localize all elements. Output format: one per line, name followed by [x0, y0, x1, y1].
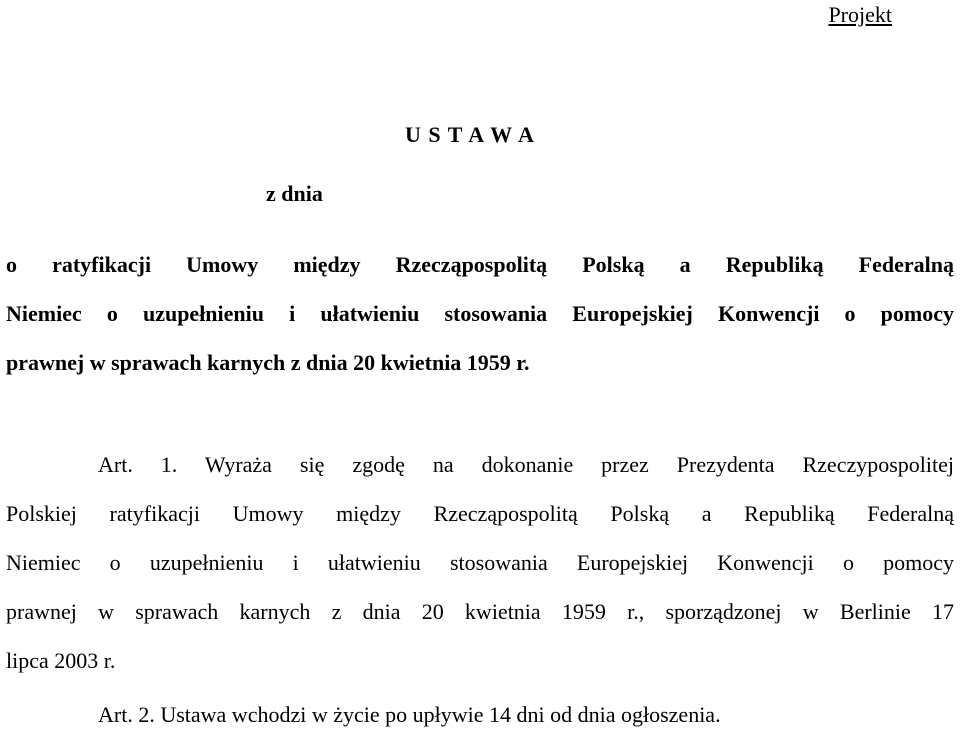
article-1-line: Niemiec o uzupełnieniu i ułatwieniu stosowania Europejskiej Konwencji o pomocy: [6, 550, 954, 575]
document-subject: [6, 240, 954, 387]
article-1-line: prawnej w sprawach karnych z dnia 20 kwietnia 1959 r., sporządzonej w Berlinie 17: [6, 599, 954, 624]
subject-line: prawnej w sprawach karnych z dnia 20 kwietnia 1959 r.: [6, 350, 530, 375]
subject-line: o ratyfikacji Umowy między Rzecząpospolitą Polską a Republiką Federalną: [6, 252, 954, 277]
document-date-line: z dnia: [266, 181, 323, 206]
article-1: [6, 440, 954, 685]
projekt-label: Projekt: [828, 2, 892, 27]
article-1-line: Art. 1. Wyraża się zgodę na dokonanie przez Prezydenta Rzeczypospolitej: [98, 452, 954, 477]
document-title: U S T A W A: [405, 122, 535, 147]
article-2: Art. 2. Ustawa wchodzi w życie po upływie 14 dni od dnia ogłoszenia.: [98, 702, 721, 727]
article-1-line: lipca 2003 r.: [6, 648, 116, 673]
article-1-line: Polskiej ratyfikacji Umowy między Rzecząpospolitą Polską a Republiką Federalną: [6, 501, 954, 526]
subject-line: Niemiec o uzupełnieniu i ułatwieniu stosowania Europejskiej Konwencji o pomocy: [6, 301, 954, 326]
